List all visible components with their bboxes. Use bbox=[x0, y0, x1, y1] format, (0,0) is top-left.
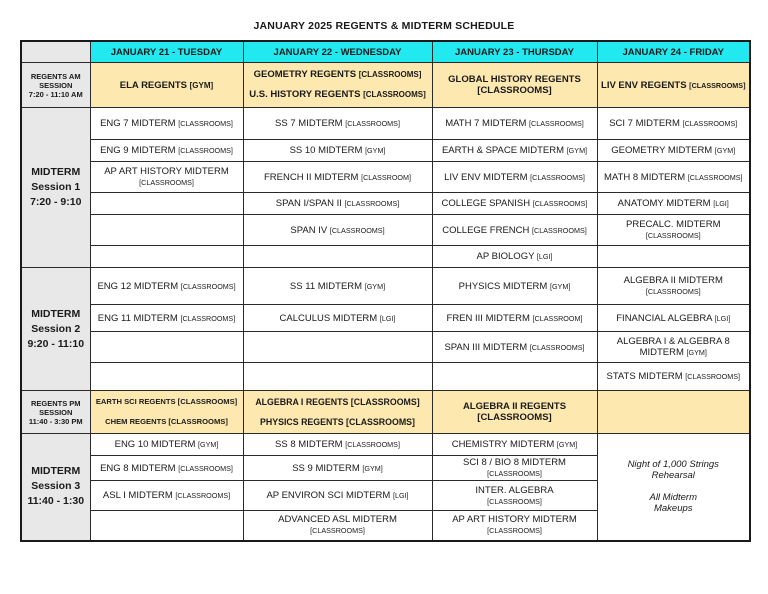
exam-name: SS 7 MIDTERM bbox=[275, 118, 343, 129]
exam-cell bbox=[432, 363, 597, 391]
exam-location: [CLASSROOMS] bbox=[685, 372, 741, 381]
exam-name: PRECALC. MIDTERM bbox=[626, 219, 721, 230]
session-3-group bbox=[21, 434, 750, 541]
exam-name: LIV ENV REGENTS bbox=[601, 79, 687, 91]
note-line: Rehearsal bbox=[651, 470, 695, 482]
exam-name: SS 10 MIDTERM bbox=[289, 145, 363, 156]
exam-location: [GYM] bbox=[549, 281, 571, 291]
exam-name: FREN III MIDTERM bbox=[446, 312, 533, 324]
exam-cell bbox=[432, 215, 597, 246]
day-header-thursday: JANUARY 23 - THURSDAY bbox=[432, 41, 597, 63]
exam-name: ENG 10 MIDTERM bbox=[114, 439, 196, 450]
exam-name: SPAN I/SPAN II bbox=[275, 198, 342, 209]
exam-name: ALGEBRA I REGENTS [CLASSROOMS] bbox=[255, 397, 420, 407]
session-label-line: REGENTS PM bbox=[30, 398, 81, 408]
exam-name: ENG 12 MIDTERM bbox=[97, 280, 179, 292]
exam-cell bbox=[90, 391, 243, 434]
session-3-label bbox=[21, 434, 90, 541]
exam-cell bbox=[597, 162, 750, 193]
exam-cell bbox=[90, 193, 243, 215]
session-label-line: Session 2 bbox=[31, 322, 81, 335]
exam-name: ENG 8 MIDTERM bbox=[100, 462, 176, 474]
exam-location: [CLASSROOMS] bbox=[178, 463, 233, 473]
exam-cell bbox=[90, 215, 243, 246]
exam-location: [GYM] bbox=[714, 146, 736, 155]
exam-cell bbox=[243, 511, 432, 541]
exam-name: SS 9 MIDTERM bbox=[292, 462, 360, 474]
exam-cell bbox=[432, 511, 597, 541]
exam-cell bbox=[90, 332, 243, 363]
exam-location: [CLASSROOMS] bbox=[487, 469, 542, 478]
exam-cell bbox=[432, 332, 597, 363]
exam-location: [GYM] bbox=[556, 440, 578, 449]
exam-cell bbox=[597, 332, 750, 363]
exam-cell bbox=[243, 63, 432, 108]
exam-cell bbox=[90, 434, 243, 456]
exam-name: MATH 7 MIDTERM bbox=[445, 118, 527, 129]
exam-location: [GYM] bbox=[686, 348, 707, 357]
exam-cell bbox=[243, 140, 432, 162]
exam-name: CALCULUS MIDTERM bbox=[279, 312, 378, 324]
exam-name: ADVANCED ASL MIDTERM bbox=[278, 514, 397, 526]
exam-location: [CLASSROOMS] bbox=[180, 313, 236, 323]
exam-name: MATH 8 MIDTERM bbox=[604, 171, 686, 183]
exam-location: [CLASSROOM] bbox=[532, 313, 583, 323]
exam-cell bbox=[90, 481, 243, 511]
session-label-line: SESSION bbox=[39, 407, 73, 417]
schedule-table bbox=[20, 40, 751, 542]
exam-location: [CLASSROOMS] bbox=[487, 526, 542, 536]
exam-name: SPAN III MIDTERM bbox=[444, 341, 528, 353]
exam-cell bbox=[90, 268, 243, 305]
exam-location: [CLASSROOMS] bbox=[310, 526, 365, 536]
exam-name: ANATOMY MIDTERM bbox=[617, 198, 711, 209]
exam-cell bbox=[243, 193, 432, 215]
exam-cell bbox=[90, 140, 243, 162]
exam-location: [CLASSROOMS] bbox=[689, 80, 746, 90]
exam-location: [GYM] bbox=[198, 440, 219, 449]
exam-location: [CLASSROOMS] bbox=[477, 85, 552, 96]
exam-cell bbox=[243, 246, 432, 268]
exam-location: [LGI] bbox=[379, 313, 396, 323]
exam-name: LIV ENV MIDTERM bbox=[444, 171, 528, 183]
exam-name: SS 11 MIDTERM bbox=[289, 280, 363, 292]
exam-cell bbox=[432, 305, 597, 332]
exam-location: [CLASSROOMS] bbox=[645, 231, 701, 240]
exam-name: PHYSICS REGENTS [CLASSROOMS] bbox=[260, 417, 415, 427]
exam-location: [LGI] bbox=[536, 252, 553, 261]
exam-cell bbox=[243, 434, 432, 456]
exam-location: [CLASSROOMS] bbox=[363, 90, 426, 99]
exam-location: [CLASSROOMS] bbox=[687, 172, 743, 182]
exam-location: [CLASSROOMS] bbox=[477, 412, 552, 423]
schedule-row bbox=[21, 268, 750, 305]
exam-cell bbox=[90, 363, 243, 391]
exam-cell bbox=[243, 215, 432, 246]
session-1-label bbox=[21, 108, 90, 268]
exam-location: [CLASSROOMS] bbox=[344, 199, 400, 208]
session-label-line: MIDTERM bbox=[31, 465, 81, 478]
session-label-line: REGENTS AM bbox=[30, 71, 81, 81]
session-1-group bbox=[21, 108, 750, 268]
schedule-row bbox=[21, 215, 750, 246]
day-header-wednesday: JANUARY 22 - WEDNESDAY bbox=[243, 41, 432, 63]
session-label-line: 11:40 - 1:30 bbox=[27, 495, 85, 508]
exam-name: EARTH & SPACE MIDTERM bbox=[441, 145, 565, 156]
exam-cell bbox=[90, 456, 243, 481]
exam-cell bbox=[432, 481, 597, 511]
exam-cell bbox=[243, 456, 432, 481]
exam-location: [CLASSROOMS] bbox=[329, 225, 385, 235]
schedule-row bbox=[21, 434, 750, 456]
exam-name: ENG 11 MIDTERM bbox=[97, 312, 178, 324]
exam-cell bbox=[597, 215, 750, 246]
note-line: Night of 1,000 Strings bbox=[627, 459, 719, 471]
exam-name: SS 8 MIDTERM bbox=[275, 439, 343, 450]
exam-cell bbox=[597, 246, 750, 268]
exam-name: FINANCIAL ALGEBRA bbox=[616, 312, 712, 324]
exam-name: ALGEBRA I & ALGEBRA 8 MIDTERM bbox=[616, 336, 730, 358]
exam-cell bbox=[432, 162, 597, 193]
exam-cell bbox=[243, 108, 432, 140]
exam-name: CHEM REGENTS [CLASSROOMS] bbox=[105, 417, 228, 426]
exam-cell bbox=[432, 391, 597, 434]
exam-cell bbox=[597, 193, 750, 215]
exam-cell bbox=[597, 63, 750, 108]
exam-location: [GYM] bbox=[365, 146, 386, 155]
exam-name: ENG 7 MIDTERM bbox=[100, 118, 176, 129]
exam-name: CHEMISTRY MIDTERM bbox=[451, 439, 555, 450]
exam-name: ASL I MIDTERM bbox=[102, 490, 173, 501]
exam-name: GEOMETRY REGENTS bbox=[253, 69, 357, 80]
session-2-group bbox=[21, 268, 750, 391]
exam-location: [GYM] bbox=[364, 281, 386, 291]
exam-name: EARTH SCI REGENTS [CLASSROOMS] bbox=[95, 397, 238, 406]
exam-name: PHYSICS MIDTERM bbox=[458, 280, 548, 292]
exam-cell bbox=[432, 63, 597, 108]
schedule-row bbox=[21, 363, 750, 391]
exam-location: [CLASSROOM] bbox=[361, 172, 412, 182]
exam-name: GEOMETRY MIDTERM bbox=[611, 145, 713, 156]
exam-location: [LGI] bbox=[714, 313, 731, 323]
exam-location: [GYM] bbox=[566, 146, 588, 155]
note-line: All Midterm bbox=[649, 492, 697, 504]
exam-name: SCI 8 / BIO 8 MIDTERM bbox=[463, 457, 566, 468]
exam-name: AP ENVIRON SCI MIDTERM bbox=[266, 490, 391, 501]
exam-cell bbox=[597, 108, 750, 140]
exam-cell bbox=[243, 305, 432, 332]
exam-location: [CLASSROOMS] bbox=[529, 119, 584, 128]
schedule-row bbox=[21, 140, 750, 162]
exam-location: [CLASSROOMS] bbox=[178, 119, 233, 128]
exam-name: FRENCH II MIDTERM bbox=[263, 171, 359, 183]
exam-cell bbox=[597, 140, 750, 162]
friday-note-cell bbox=[597, 434, 750, 541]
exam-name: AP BIOLOGY bbox=[476, 251, 535, 262]
exam-name: SCI 7 MIDTERM bbox=[609, 118, 680, 129]
exam-cell bbox=[432, 108, 597, 140]
exam-name: GLOBAL HISTORY REGENTS bbox=[448, 74, 581, 85]
exam-location: [CLASSROOMS] bbox=[175, 491, 231, 500]
exam-location: [CLASSROOMS] bbox=[532, 199, 588, 208]
schedule-row bbox=[21, 193, 750, 215]
exam-name: COLLEGE FRENCH bbox=[442, 224, 530, 236]
header-row bbox=[21, 41, 750, 63]
exam-location: [CLASSROOMS] bbox=[530, 172, 585, 182]
exam-location: [GYM] bbox=[362, 463, 383, 473]
exam-cell bbox=[597, 268, 750, 305]
exam-location: [CLASSROOMS] bbox=[529, 342, 585, 352]
session-label-line: 11:40 - 3:30 PM bbox=[28, 416, 83, 426]
exam-location: [CLASSROOMS] bbox=[345, 119, 400, 128]
session-label-line: MIDTERM bbox=[31, 166, 81, 178]
exam-name: AP ART HISTORY MIDTERM bbox=[104, 166, 229, 177]
exam-cell bbox=[432, 434, 597, 456]
exam-name: INTER. ALGEBRA bbox=[475, 484, 554, 496]
corner-cell bbox=[21, 41, 90, 63]
exam-cell bbox=[90, 511, 243, 541]
schedule-row bbox=[21, 305, 750, 332]
exam-location: [CLASSROOMS] bbox=[645, 287, 701, 296]
exam-name: U.S. HISTORY REGENTS bbox=[249, 89, 361, 100]
exam-cell bbox=[90, 246, 243, 268]
session-label-line: 7:20 - 9:10 bbox=[30, 196, 82, 208]
exam-location: [CLASSROOMS] bbox=[178, 146, 233, 155]
regents-pm-row bbox=[21, 391, 750, 434]
exam-cell bbox=[90, 108, 243, 140]
exam-location: [LGI] bbox=[392, 491, 409, 500]
session-label-line: 9:20 - 11:10 bbox=[27, 337, 85, 350]
exam-name: SPAN IV bbox=[290, 224, 330, 236]
exam-name: AP ART HISTORY MIDTERM bbox=[452, 514, 577, 526]
regents-am-label bbox=[21, 63, 90, 108]
page-title: JANUARY 2025 REGENTS & MIDTERM SCHEDULE bbox=[253, 20, 515, 32]
exam-cell bbox=[90, 162, 243, 193]
schedule-row bbox=[21, 162, 750, 193]
exam-cell bbox=[243, 363, 432, 391]
session-2-label bbox=[21, 268, 90, 391]
exam-name: COLLEGE SPANISH bbox=[441, 198, 531, 209]
day-header-tuesday: JANUARY 21 - TUESDAY bbox=[90, 41, 243, 63]
session-label-line: 7:20 - 11:10 AM bbox=[28, 89, 83, 99]
exam-location: [CLASSROOMS] bbox=[682, 119, 738, 128]
exam-cell bbox=[432, 140, 597, 162]
exam-cell bbox=[432, 246, 597, 268]
exam-cell bbox=[597, 305, 750, 332]
exam-cell bbox=[243, 481, 432, 511]
exam-cell bbox=[243, 332, 432, 363]
regents-pm-label bbox=[21, 391, 90, 434]
exam-cell bbox=[90, 305, 243, 332]
exam-cell bbox=[597, 391, 750, 434]
schedule-row bbox=[21, 332, 750, 363]
exam-name: ALGEBRA II REGENTS bbox=[462, 401, 567, 412]
exam-cell bbox=[243, 162, 432, 193]
exam-cell bbox=[597, 363, 750, 391]
exam-cell bbox=[432, 268, 597, 305]
exam-location: [CLASSROOMS] bbox=[345, 440, 400, 449]
session-label-line: Session 3 bbox=[31, 480, 81, 493]
schedule-row bbox=[21, 246, 750, 268]
exam-name: ENG 9 MIDTERM bbox=[100, 145, 176, 156]
exam-location: [CLASSROOMS] bbox=[180, 281, 236, 291]
regents-am-row bbox=[21, 63, 750, 108]
session-label-line: Session 1 bbox=[31, 181, 81, 193]
exam-location: [CLASSROOMS] bbox=[487, 496, 542, 506]
session-label-line: SESSION bbox=[39, 80, 73, 90]
exam-name: ALGEBRA II MIDTERM bbox=[623, 275, 723, 286]
exam-cell bbox=[432, 193, 597, 215]
exam-location: [GYM] bbox=[189, 80, 214, 90]
schedule-row bbox=[21, 108, 750, 140]
exam-cell bbox=[90, 63, 243, 108]
exam-location: [LGI] bbox=[713, 199, 729, 208]
exam-name: STATS MIDTERM bbox=[606, 371, 683, 382]
note-line: Makeups bbox=[653, 503, 693, 515]
exam-location: [CLASSROOMS] bbox=[532, 225, 587, 235]
exam-cell bbox=[243, 268, 432, 305]
exam-name: ELA REGENTS bbox=[119, 79, 187, 91]
day-header-friday: JANUARY 24 - FRIDAY bbox=[597, 41, 750, 63]
exam-cell bbox=[243, 391, 432, 434]
exam-cell bbox=[432, 456, 597, 481]
exam-location: [CLASSROOMS] bbox=[139, 178, 194, 187]
session-label-line: MIDTERM bbox=[31, 307, 81, 320]
exam-location: [CLASSROOMS] bbox=[358, 70, 422, 79]
